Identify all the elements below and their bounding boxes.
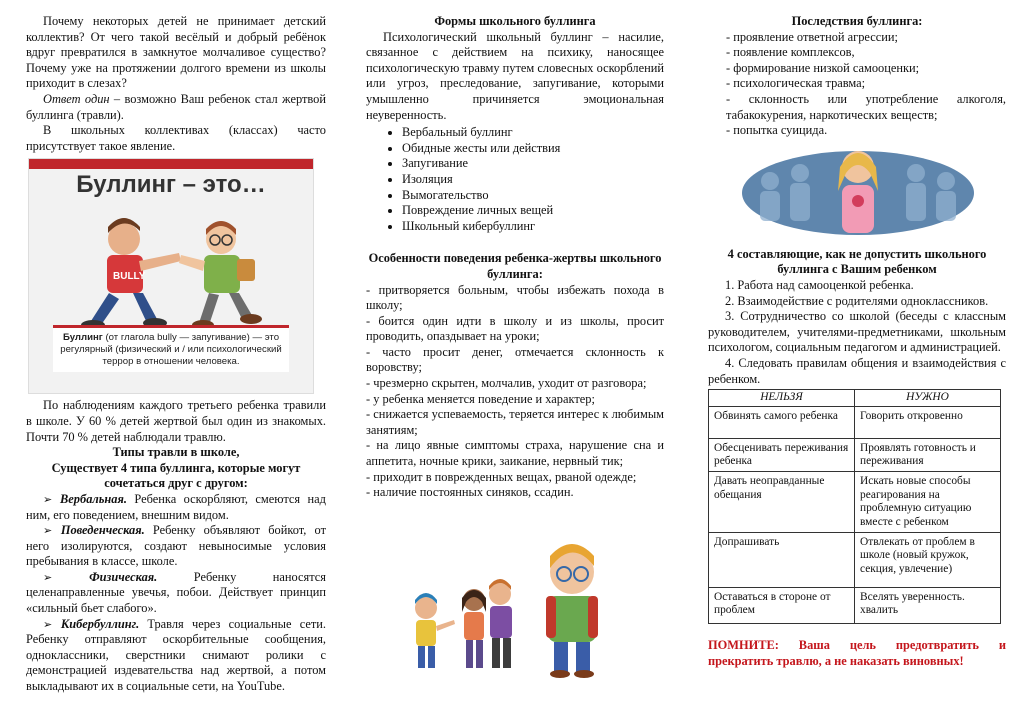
types-title: Типы травли в школе, bbox=[112, 445, 240, 460]
answer-text: – возможно Ваш ребенок стал жертвой буллинга (травли). bbox=[26, 91, 326, 122]
type-text: Травля через социальные сети. Ребенку отправляют оскорбительные сообщения, одноклассники, сверстники снимают ролики с демонстрацией издевательства над жертвой, а потом выкладывают их в социальные сети, на YouTube. bbox=[26, 616, 326, 694]
caption-term: Буллинг bbox=[62, 332, 103, 344]
table-cell: Оставаться в стороне от проблем bbox=[709, 587, 855, 623]
type-item bbox=[26, 492, 326, 523]
stats-paragraph: По наблюдениям каждого третьего ребенка травили в школе. У 60 % детей жертвой был один из знакомых. Почти 70 % детей наблюдали травлю. bbox=[26, 398, 326, 444]
children-illustration bbox=[406, 538, 646, 678]
list-item: - психологическая травма; bbox=[726, 76, 866, 91]
arrow-bullet-icon: ➢ bbox=[43, 570, 90, 584]
type-text: Ребенку объявляют бойкот, от него изолируются, создают невыносимые условия пребывания в классе, школе. bbox=[26, 523, 326, 569]
list-item: 3. Сотрудничество со школой (беседы с классным руководителем, учителями-предметниками, школьным психологом, социальным педагогом и администрацией. bbox=[708, 309, 1006, 355]
list-item: 2. Взаимодействие с родителями одноклассников. bbox=[725, 293, 989, 308]
list-item: - появление комплексов, bbox=[726, 45, 855, 60]
prevent-list bbox=[708, 278, 1006, 387]
list-item: - склонность или употребление алкоголя, табакокурения, наркотических веществ; bbox=[726, 91, 1006, 122]
list-item: • Вымогательство bbox=[402, 188, 664, 204]
table-row bbox=[709, 532, 1001, 587]
table-row bbox=[709, 438, 1001, 472]
list-item: • Запугивание bbox=[402, 156, 664, 172]
intro-paragraph: Почему некоторых детей не принимает детский коллектив? От чего такой весёлый и добрый ребёнок вдруг превратился в замкнутое молчаливое существо? Почему уже на протяжении долгого времени из школы приходит в слезах? bbox=[26, 14, 326, 91]
list-item: - боится один идти в школу и из школы, просит проводить, опаздывает на уроки; bbox=[366, 313, 664, 344]
header-cell-forbidden: НЕЛЬЗЯ bbox=[709, 390, 855, 406]
list-item: • Вербальный буллинг bbox=[402, 125, 664, 141]
type-item bbox=[26, 617, 326, 695]
svg-text:BULLY: BULLY bbox=[113, 271, 146, 283]
list-item: 4. Следовать правилам общения и взаимодействия с ребенком. bbox=[708, 355, 1006, 386]
list-item: 1. Работа над самооценкой ребенка. bbox=[725, 277, 914, 292]
list-item: - на лицо явные симптомы страха, нарушение сна и аппетита, ночные крики, заикание, нервный тик; bbox=[366, 438, 664, 469]
table-cell: Говорить откровенно bbox=[855, 406, 1001, 438]
list-item: • Изоляция bbox=[402, 172, 664, 188]
list-item: • Обидные жесты или действия bbox=[402, 141, 664, 157]
poster-caption bbox=[53, 325, 289, 372]
list-item: - часто просит денег, отмечается склонность к воровству; bbox=[366, 344, 664, 375]
poster-top-bar bbox=[29, 159, 313, 169]
type-item bbox=[26, 523, 326, 570]
table-cell: Обесценивать переживания ребенка bbox=[709, 438, 855, 472]
arrow-bullet-icon: ➢ bbox=[43, 492, 61, 506]
table-cell: Допрашивать bbox=[709, 532, 855, 587]
list-item: - формирование низкой самооценки; bbox=[726, 60, 920, 75]
table-header-row bbox=[709, 390, 1001, 406]
sad-girl-crowd-illustration bbox=[740, 143, 976, 239]
column-right bbox=[708, 14, 1006, 669]
type-name: Кибербуллинг. bbox=[60, 616, 140, 631]
table-cell: Отвлекать от проблем в школе (новый кружок, секция, увлечение) bbox=[855, 532, 1001, 587]
arrow-bullet-icon: ➢ bbox=[43, 524, 61, 538]
caption-text: (от глагола bully — запугивание) — это регулярный (физический и / или психологический террор в отношении человека. bbox=[60, 332, 282, 368]
answer-paragraph bbox=[26, 92, 326, 123]
type-item bbox=[26, 570, 326, 617]
list-item: • Повреждение личных вещей bbox=[402, 203, 664, 219]
column-middle bbox=[366, 14, 664, 501]
header-cell-needed: НУЖНО bbox=[855, 390, 1001, 406]
list-item: - у ребенка меняется поведение и характер; bbox=[366, 391, 595, 406]
behavior-list bbox=[366, 283, 664, 501]
type-name: Физическая. bbox=[89, 569, 158, 584]
table-cell: Вселять уверенность. хвалить bbox=[855, 587, 1001, 623]
bullying-poster bbox=[28, 158, 314, 394]
list-item: - наличие постоянных синяков, ссадин. bbox=[366, 485, 574, 500]
remember-note: ПОМНИТЕ: Ваша цель предотвратить и прекратить травлю, а не наказать виновных! bbox=[708, 637, 1006, 668]
types-subtitle: Существует 4 типа буллинга, которые могут сочетаться друг с другом: bbox=[51, 460, 301, 491]
phenomenon-paragraph: В школьных коллективах (классах) часто присутствует такое явление. bbox=[26, 123, 326, 153]
consequences-title: Последствия буллинга: bbox=[791, 14, 923, 28]
list-item: - приходит в поврежденных вещах, рваной одежде; bbox=[366, 469, 637, 484]
bully-chase-illustration bbox=[29, 209, 314, 329]
table-row bbox=[709, 406, 1001, 438]
type-name: Вербальная. bbox=[60, 491, 127, 506]
type-text: Ребенка оскорбляют, смеются над ним, его поведением, внешним видом. bbox=[26, 491, 326, 522]
forms-list bbox=[366, 125, 664, 234]
table-cell: Обвинять самого ребенка bbox=[709, 406, 855, 438]
column-left bbox=[26, 14, 326, 695]
list-item: - притворяется больным, чтобы избежать похода в школу; bbox=[366, 282, 664, 313]
prevent-title: 4 составляющие, как не допустить школьного буллинга с Вашим ребенком bbox=[727, 246, 987, 277]
behavior-title: Особенности поведения ребенка-жертвы школьного буллинга: bbox=[368, 251, 662, 281]
list-item: - чрезмерно скрытен, молчалив, уходит от разговора; bbox=[366, 376, 647, 391]
consequences-list bbox=[708, 30, 1006, 139]
type-text: Ребенку наносятся целенаправленные увечья, побои. Действует принцип «сильный бьет слабого». bbox=[26, 569, 326, 616]
table-cell: Искать новые способы реагирования на проблемную ситуацию вместе с ребенком bbox=[855, 472, 1001, 533]
table-cell: Проявлять готовность и переживания bbox=[855, 438, 1001, 472]
forms-paragraph: Психологический школьный буллинг – насилие, связанное с действием на психику, наносящее психологическую травму путем словесных оскорблений или угроз, преследование, запугивание, которыми умышленно причиняется эмоциональная неуверенность. bbox=[366, 29, 664, 122]
list-item: - проявление ответной агрессии; bbox=[726, 29, 898, 44]
table-cell: Давать неоправданные обещания bbox=[709, 472, 855, 533]
poster-title: Буллинг – это… bbox=[76, 171, 266, 199]
table-row bbox=[709, 472, 1001, 533]
type-name: Поведенческая. bbox=[60, 523, 145, 538]
list-item: - снижается успеваемость, теряется интерес к любимым занятиям; bbox=[366, 407, 664, 437]
forms-title: Формы школьного буллинга bbox=[434, 14, 596, 28]
answer-label: Ответ один bbox=[43, 91, 110, 106]
list-item: - попытка суицида. bbox=[726, 123, 828, 138]
rules-table bbox=[708, 389, 1001, 624]
table-row bbox=[709, 587, 1001, 623]
arrow-bullet-icon: ➢ bbox=[43, 617, 61, 631]
list-item: • Школьный кибербуллинг bbox=[402, 219, 664, 235]
